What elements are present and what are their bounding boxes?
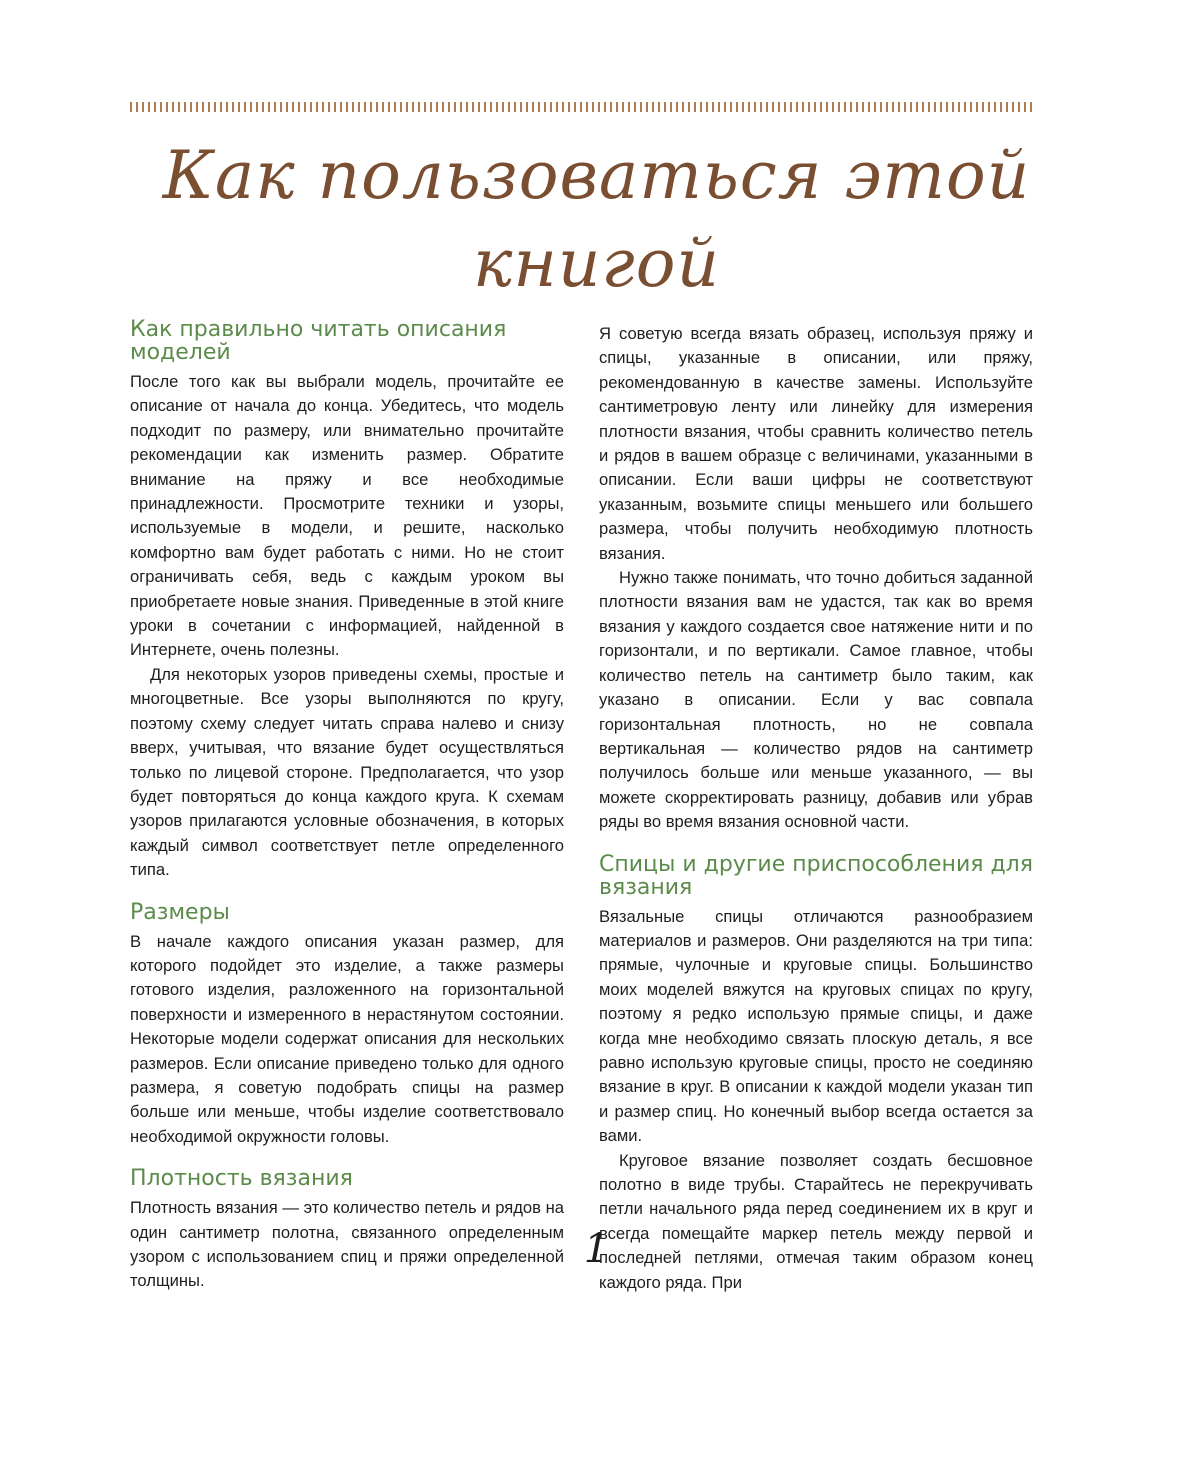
page-title: Как пользоваться этой книгой — [162, 137, 1031, 302]
right-column — [599, 322, 1033, 1295]
paragraph: Нужно также понимать, что точно добиться заданной плотности вязания вам не удастся, так как во время вязания у каждого создается свое натяжение нити и по горизонтали, и по вертикали. Самое главное, чтобы количество петель на сантиметр было таким, как указано в описании. Если у вас совпала горизонтальная плотность, но не совпала вертикальная — количество рядов на сантиметр получилось больше или меньше указанного, — вы можете скорректировать разницу, добавив или убрав ряды во время вязания основной части. — [599, 568, 1033, 832]
page-number: 1 — [583, 1226, 610, 1272]
section-heading-needles-tools: Спицы и другие приспособления для вязания — [599, 851, 1033, 900]
paragraph: В начале каждого описания указан размер, для которого подойдет это изделие, а также размеры готового изделия, разложенного на горизонтальной поверхности и измеренного в нерастянутом состоянии. Некоторые модели содержат описания для нескольких размеров. Если описание приведено только для одного размера, я советую подобрать спицы на размер больше или меньше, чтобы изделие соответствовало необходимой окружности головы. — [130, 931, 564, 1146]
decorative-top-rule — [130, 102, 1035, 112]
paragraph: Круговое вязание позволяет создать бесшовное полотно в виде трубы. Старайтесь не перекручивать петли начального ряда перед соединением их в круг и всегда помещайте маркер петель между первой и последней петлями, отмечая таким образом конец каждого ряда. При — [599, 1150, 1033, 1292]
paragraph: Вязальные спицы отличаются разнообразием материалов и размеров. Они разделяются на три типа: прямые, чулочные и круговые спицы. Большинство моих моделей вяжутся на круговых спицах по кругу, поэтому я редко использую прямые спицы, и даже когда мне необходимо связать плоскую деталь, я все равно использую круговые спицы, просто не соединяю вязание в круг. В описании к каждой модели указан тип и размер спиц. Но конечный выбор всегда остается за вами. — [599, 906, 1033, 1146]
paragraph: Для некоторых узоров приведены схемы, простые и многоцветные. Все узоры выполняются по кругу, поэтому схему следует читать справа налево и снизу вверх, учитывая, что вязание будет осуществляться только по лицевой стороне. Предполагается, что узор будет повторяться до конца каждого круга. К схемам узоров прилагаются условные обозначения, в которых каждый символ соответствует петле определенного типа. — [130, 664, 564, 880]
section-heading-sizes: Размеры — [130, 899, 230, 925]
paragraph: Я советую всегда вязать образец, используя пряжу и спицы, указанные в описании, или пряжу, рекомендованную в качестве замены. Используйте сантиметровую ленту или линейку для измерения плотности вязания, чтобы сравнить количество петель и рядов в вашем образце с величинами, указанными в описании. Если ваши цифры не соответствуют указанным, возьмите спицы меньшего или большего размера, чтобы получить необходимую плотность вязания. — [599, 324, 1033, 563]
paragraph: Плотность вязания — это количество петель и рядов на один сантиметр полотна, связанного определенным узором с использованием спиц и пряжи определенной толщины. — [130, 1198, 564, 1291]
paragraph: После того как вы выбрали модель, прочитайте ее описание от начала до конца. Убедитесь, что модель подходит по размеру, или внимательно прочитайте рекомендации как изменить размер. Обратите внимание на пряжу и все необходимые принадлежности. Просмотрите техники и узоры, используемые в модели, и решите, насколько комфортно вам будет работать с ними. Но не стоит ограничивать себя, ведь с каждым уроком вы приобретаете новые знания. Приведенные в этой книге уроки в сочетании с информацией, найденной в Интернете, очень полезны. — [130, 372, 564, 660]
section-heading-reading-patterns: Как правильно читать описания моделей — [130, 317, 507, 365]
section-heading-gauge: Плотность вязания — [130, 1166, 353, 1192]
left-column — [130, 318, 564, 1294]
